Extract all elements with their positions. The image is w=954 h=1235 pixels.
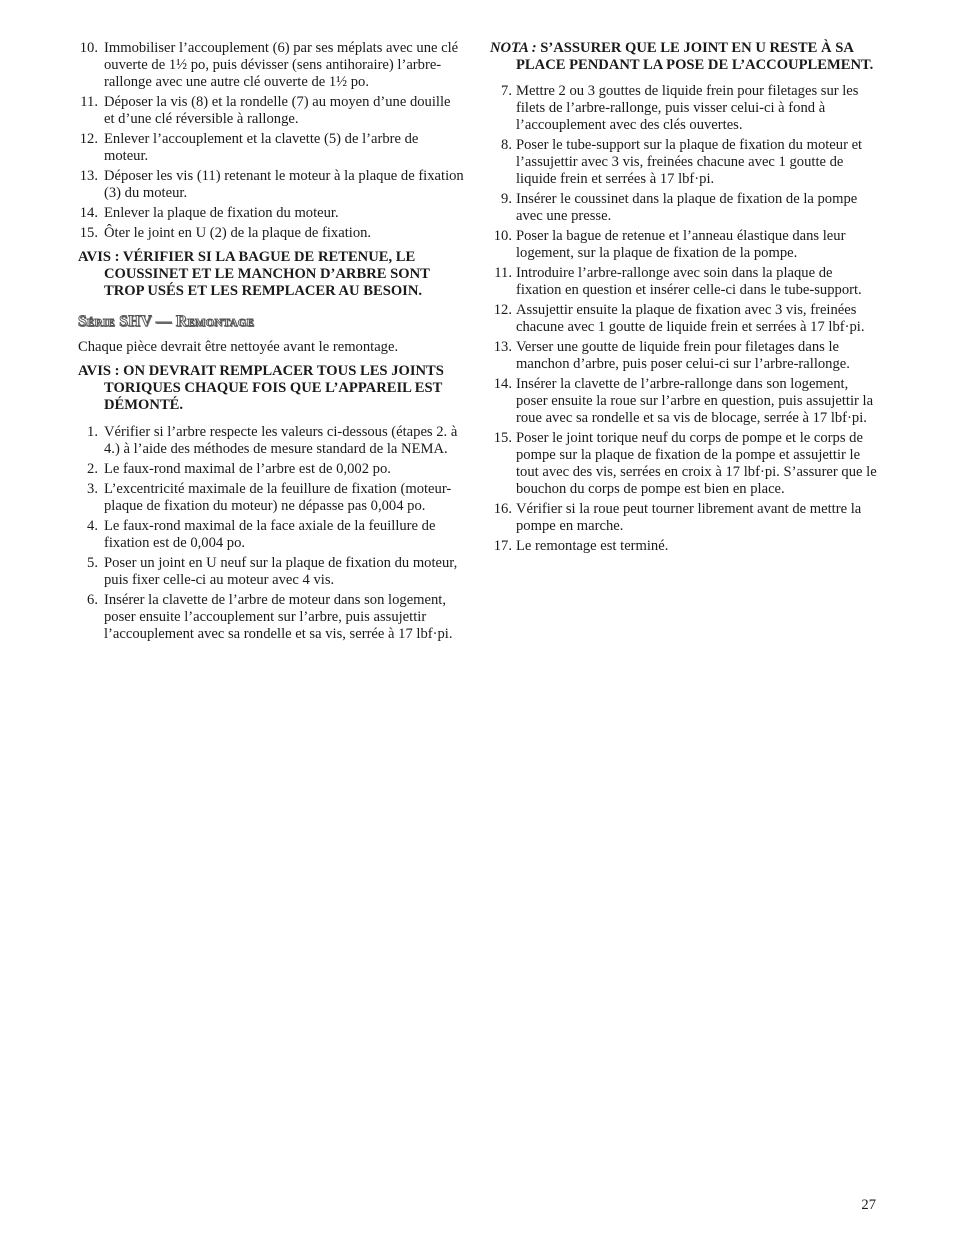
step-number: 13. <box>493 339 512 355</box>
step-number: 5. <box>87 555 98 571</box>
step-text: Vérifier si la roue peut tourner librement avant de mettre la pompe en marche. <box>516 501 862 534</box>
list-item <box>490 430 878 498</box>
list-item <box>78 461 464 478</box>
step-number: 15. <box>493 430 512 446</box>
step-text: Insérer le coussinet dans la plaque de fixation de la pompe avec une presse. <box>516 191 858 224</box>
notice-lead: AVIS : <box>78 249 120 265</box>
step-number: 14. <box>493 376 512 392</box>
step-text: Déposer les vis (11) retenant le moteur à la plaque de fixation (3) du moteur. <box>104 168 464 201</box>
step-text: Introduire l’arbre-rallonge avec soin dans la plaque de fixation en question et insérer celle-ci dans le tube-support. <box>516 265 862 298</box>
step-text: Vérifier si l’arbre respecte les valeurs ci-dessous (étapes 2. à 4.) à l’aide des méthodes de mesure standard de la NEMA. <box>104 424 458 457</box>
list-item <box>78 518 464 552</box>
list-item <box>78 168 464 202</box>
notice-lead: AVIS : <box>78 363 120 379</box>
step-number: 16. <box>493 501 512 517</box>
step-number: 1. <box>87 424 98 440</box>
step-text: Insérer la clavette de l’arbre de moteur dans son logement, poser ensuite l’accouplement sur l’arbre, puis assujettir l’accouplement avec sa rondelle et sa vis, serrée à 17 lbf·pi. <box>104 592 453 642</box>
step-number: 12. <box>79 131 98 147</box>
step-text: Insérer la clavette de l’arbre-rallonge dans son logement, poser ensuite la roue sur l’arbre en question, puis assujettir la roue avec sa rondelle et sa vis de blocage, serrée à 17 lbf·pi. <box>516 376 874 426</box>
intro-paragraph: Chaque pièce devrait être nettoyée avant le remontage. <box>78 339 399 355</box>
list-item <box>78 94 464 128</box>
step-number: 12. <box>493 302 512 318</box>
list-item <box>78 481 464 515</box>
step-text: L’excentricité maximale de la feuillure de fixation (moteur-plaque de fixation du moteur) ne dépasse pas 0,004 po. <box>104 481 452 514</box>
step-text: Poser le joint torique neuf du corps de pompe et le corps de pompe sur la plaque de fixation de la pompe et assujettir le tout avec des vis, serrées en croix à 17 lbf·pi. S’assurer que le bouchon du corps de pompe est bien en place. <box>516 430 877 497</box>
right-column <box>490 40 878 558</box>
note-text: S’ASSURER QUE LE JOINT EN U RESTE À SA PLACE PENDANT LA POSE DE L’ACCOUPLEMENT. <box>516 40 874 73</box>
step-number: 15. <box>79 225 98 241</box>
step-text: Le faux-rond maximal de la face axiale de la feuillure de fixation est de 0,004 po. <box>104 518 436 551</box>
step-number: 11. <box>494 265 512 281</box>
step-text: Ôter le joint en U (2) de la plaque de fixation. <box>104 225 372 241</box>
step-number: 4. <box>87 518 98 534</box>
step-text: Enlever la plaque de fixation du moteur. <box>104 205 339 221</box>
step-number: 14. <box>79 205 98 221</box>
list-item <box>78 131 464 165</box>
list-item <box>490 265 878 299</box>
step-text: Assujettir ensuite la plaque de fixation avec 3 vis, freinées chacune avec 1 goutte de liquide frein et serrées à 17 lbf·pi. <box>516 302 865 335</box>
step-text: Mettre 2 ou 3 gouttes de liquide frein pour filetages sur les filets de l’arbre-rallonge, puis visser celui-ci à fond à l’accouplement avec des clés ouvertes. <box>516 83 859 133</box>
list-item <box>490 339 878 373</box>
step-text: Poser le tube-support sur la plaque de fixation du moteur et l’assujettir avec 3 vis, freinées chacune avec 1 goutte de liquide frein et serrées à 17 lbf·pi. <box>516 137 863 187</box>
step-number: 8. <box>501 137 512 153</box>
left-column <box>78 40 464 646</box>
list-item <box>78 40 464 91</box>
list-item <box>490 376 878 427</box>
step-number: 9. <box>501 191 512 207</box>
step-number: 6. <box>87 592 98 608</box>
steps-list-reassembly-continued <box>490 83 878 555</box>
step-text: Poser la bague de retenue et l’anneau élastique dans leur logement, sur la plaque de fixation de la pompe. <box>516 228 846 261</box>
list-item <box>490 191 878 225</box>
step-text: Immobiliser l’accouplement (6) par ses méplats avec une clé ouverte de 1½ po, puis dévisser (sens antihoraire) l’arbre-rallonge avec une autre clé ouverte de 1½ po. <box>104 40 459 90</box>
steps-list-reassembly <box>78 424 464 643</box>
notice-text: ON DEVRAIT REMPLACER TOUS LES JOINTS TORIQUES CHAQUE FOIS QUE L’APPAREIL EST DÉMONTÉ. <box>104 363 444 413</box>
notice-text: VÉRIFIER SI LA BAGUE DE RETENUE, LE COUSSINET ET LE MANCHON D’ARBRE SONT TROP USÉS ET LES REMPLACER AU BESOIN. <box>104 249 430 299</box>
step-text: Déposer la vis (8) et la rondelle (7) au moyen d’une douille et d’une clé réversible à rallonge. <box>104 94 451 127</box>
list-item <box>490 302 878 336</box>
notice-o-rings <box>78 363 464 414</box>
note-u-seal <box>490 40 878 74</box>
step-number: 17. <box>493 538 512 554</box>
page-number: 27 <box>861 1197 876 1213</box>
list-item <box>490 137 878 188</box>
list-item <box>78 592 464 643</box>
list-item <box>78 424 464 458</box>
step-number: 2. <box>87 461 98 477</box>
step-number: 7. <box>501 83 512 99</box>
section-heading: Série SHV — Remontage <box>78 313 255 330</box>
step-number: 10. <box>493 228 512 244</box>
steps-list-disassembly <box>78 40 464 242</box>
list-item <box>490 83 878 134</box>
step-text: Le remontage est terminé. <box>516 538 669 554</box>
list-item <box>78 225 464 242</box>
step-text: Enlever l’accouplement et la clavette (5) de l’arbre de moteur. <box>104 131 419 164</box>
list-item <box>490 538 878 555</box>
step-number: 10. <box>79 40 98 56</box>
list-item <box>78 555 464 589</box>
notice-wear-check <box>78 249 464 300</box>
step-text: Poser un joint en U neuf sur la plaque de fixation du moteur, puis fixer celle-ci au moteur avec 4 vis. <box>104 555 458 588</box>
step-number: 13. <box>79 168 98 184</box>
step-number: 11. <box>80 94 98 110</box>
step-text: Verser une goutte de liquide frein pour filetages dans le manchon d’arbre, puis poser celui-ci sur l’arbre-rallonge. <box>516 339 850 372</box>
step-text: Le faux-rond maximal de l’arbre est de 0,002 po. <box>104 461 391 477</box>
list-item <box>490 501 878 535</box>
note-lead: NOTA : <box>490 40 537 56</box>
list-item <box>78 205 464 222</box>
step-number: 3. <box>87 481 98 497</box>
list-item <box>490 228 878 262</box>
